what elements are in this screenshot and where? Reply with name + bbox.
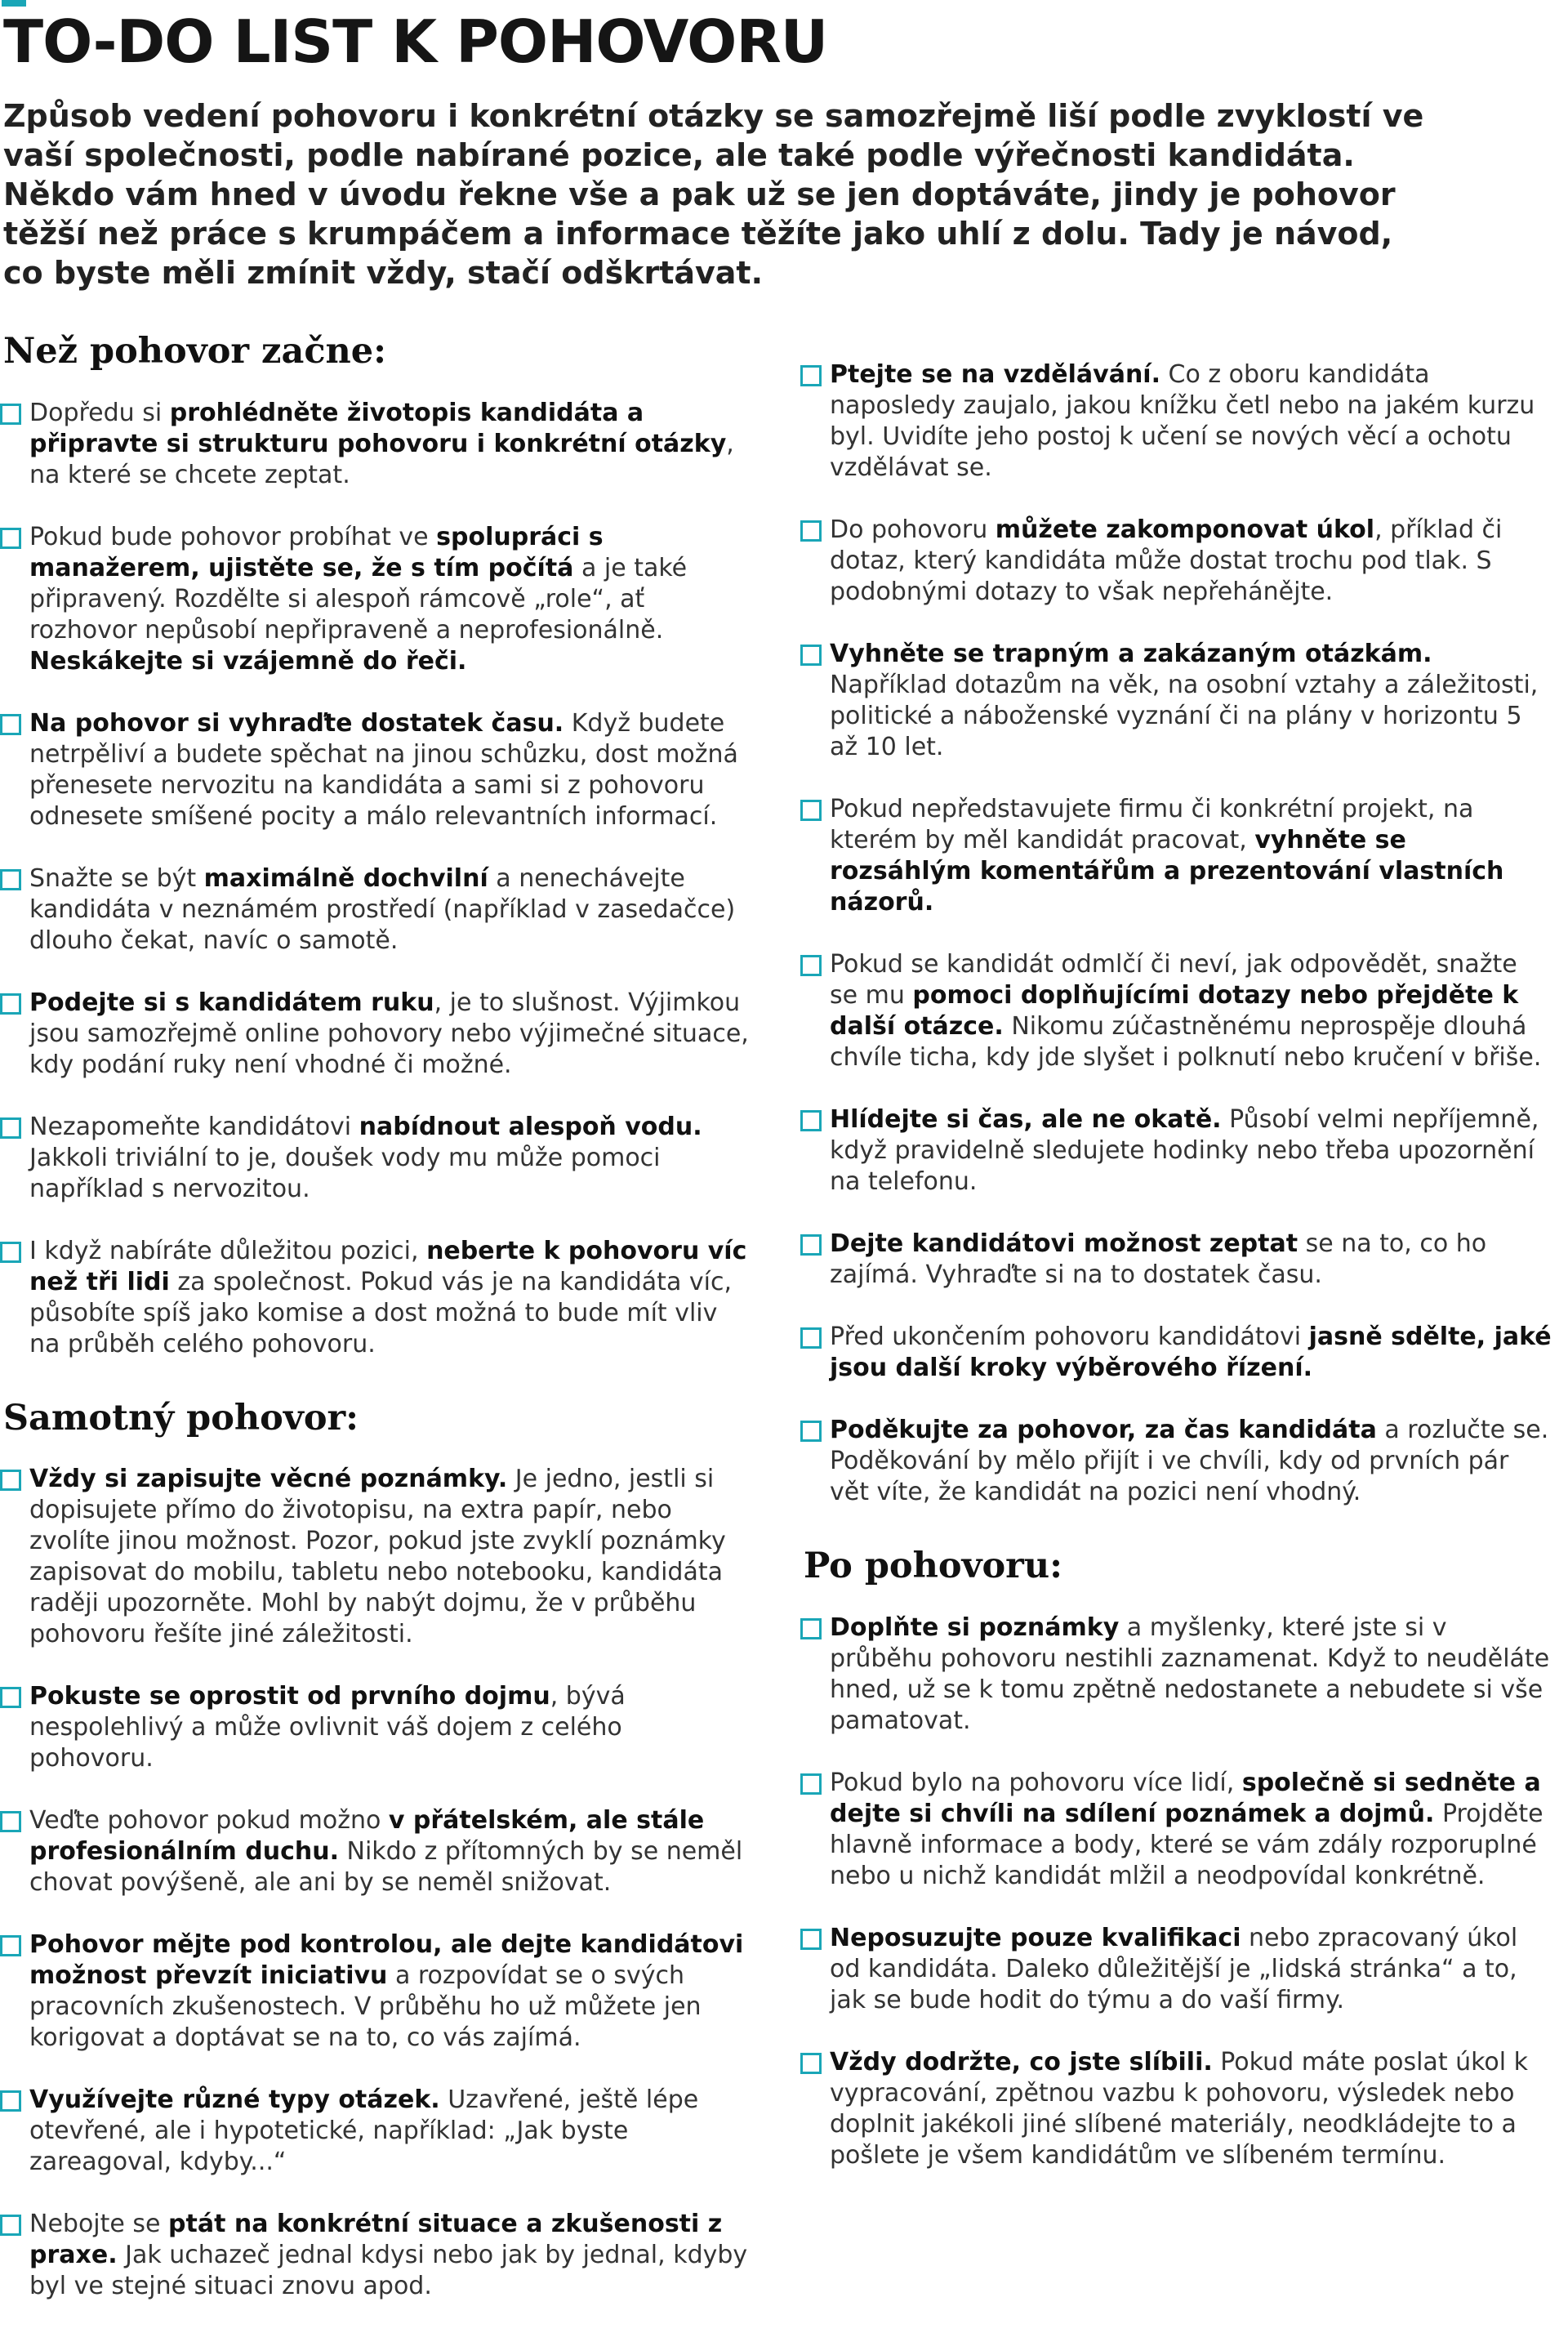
text-run: Pokud bylo na pohovoru více lidí, — [830, 1768, 1242, 1797]
section-heading-before: Než pohovor začne: — [3, 331, 386, 372]
checklist-item-text — [29, 1681, 752, 1774]
checklist-item[interactable] — [800, 949, 1560, 1073]
text-run: Projděte hlavně informace a body, které se vám zdály rozporuplné nebo u nichž kandidát mlžil a neodpovídal konkrétně. — [830, 1799, 1544, 1890]
checklist-item-text — [29, 1236, 752, 1360]
text-run: Snažte se být — [29, 863, 204, 893]
text-run: I když nabíráte důležitou pozici, — [29, 1236, 427, 1265]
text-run: Působí velmi nepříjemně, když pravidelně sledujete hodinky nebo třeba upozornění na telefonu. — [830, 1105, 1539, 1196]
checklist-item-text — [830, 639, 1552, 763]
checklist-item-text — [830, 1415, 1552, 1508]
checkbox-icon[interactable] — [0, 869, 21, 890]
checklist-item[interactable] — [800, 2047, 1560, 2171]
checklist-item-text — [830, 1613, 1552, 1737]
text-run: Když budete netrpěliví a budete spěchat na jinou schůzku, dost možná přenesete nervozitu na kandidáta a sami si z pohovoru odnesete smíšené pocity a málo relevantních informací. — [29, 708, 738, 831]
checkbox-icon[interactable] — [0, 2090, 21, 2112]
page-title: TO-DO LIST K POHOVORU — [3, 7, 828, 76]
checklist-during-right — [800, 359, 1560, 1508]
bold-text: Poděkujte za pohovor, za čas kandidáta — [830, 1416, 1377, 1444]
text-run: Před ukončením pohovoru kandidátovi — [830, 1323, 1309, 1351]
text-run: Veďte pohovor pokud možno — [29, 1806, 389, 1836]
bold-text: neberte k pohovoru víc než tři lidi — [29, 1236, 747, 1296]
bold-text: prohlédněte životopis kandidáta a připravte si strukturu pohovoru i konkrétní otázky — [29, 398, 727, 458]
checklist-item[interactable] — [0, 2209, 760, 2302]
bold-text: Na pohovor si vyhraďte dostatek času. — [29, 708, 564, 738]
checklist-item[interactable] — [0, 1112, 760, 1205]
checklist-item-text — [29, 1112, 752, 1205]
checkbox-icon[interactable] — [800, 2053, 822, 2074]
checkbox-icon[interactable] — [800, 955, 822, 976]
checkbox-icon[interactable] — [800, 1773, 822, 1795]
checklist-item-text — [29, 398, 752, 491]
text-run: se na to, co ho zajímá. Vyhraďte si na to dostatek času. — [830, 1229, 1487, 1289]
text-run: Nikdo z přítomných by se neměl chovat povýšeně, ale ani by se neměl snižovat. — [29, 1837, 743, 1898]
bold-text: jasně sdělte, jaké jsou další kroky výběrového řízení. — [830, 1323, 1552, 1382]
text-run: Uzavřené, ještě lépe otevřené, ale i hypotetické, například: „Jak byste zareagoval, kdyby...“ — [29, 2085, 699, 2177]
text-run: Nebojte se — [29, 2210, 169, 2239]
bold-text: Neskákejte si vzájemně do řeči. — [29, 646, 467, 676]
checkbox-icon[interactable] — [0, 1811, 21, 1832]
checkbox-icon[interactable] — [0, 993, 21, 1015]
checkbox-icon[interactable] — [800, 800, 822, 821]
checklist-item[interactable] — [0, 1805, 760, 1898]
checklist-item-text — [29, 1805, 752, 1898]
text-run: Co z oboru kandidáta naposledy zaujalo, jakou knížku četl nebo na jakém kurzu byl. Uvidíte jeho postoj k učení se nových věcí a ochotu vzdělávat se. — [830, 360, 1535, 482]
section-heading-after: Po pohovoru: — [804, 1546, 1062, 1586]
text-run: Nezapomeňte kandidátovi — [29, 1112, 359, 1141]
checklist-item-text — [29, 863, 752, 957]
checklist-item[interactable] — [0, 398, 760, 491]
checklist-item[interactable] — [800, 1768, 1560, 1892]
text-run: Jak uchazeč jednal kdysi nebo jak by jednal, kdyby byl ve stejné situaci znovu apod. — [29, 2241, 748, 2301]
bold-text: ptát na konkrétní situace a zkušenosti z praxe. — [29, 2210, 723, 2270]
bold-text: Vyhněte se trapným a zakázaným otázkám. — [830, 640, 1432, 668]
text-run: Jakkoli triviální to je, doušek vody mu může pomoci například s nervozitou. — [29, 1143, 661, 1203]
bold-text: nabídnout alespoň vodu. — [359, 1112, 702, 1141]
text-run: za společnost. Pokud vás je na kandidáta víc, působíte spíš jako komise a dost možná to bude mít vliv na průběh celého pohovoru. — [29, 1267, 732, 1358]
checklist-item-text — [830, 1322, 1552, 1384]
checkbox-icon[interactable] — [800, 1327, 822, 1349]
checklist-item[interactable] — [0, 2085, 760, 2178]
bold-text: vyhněte se rozsáhlým komentářům a prezentování vlastních názorů. — [830, 826, 1504, 917]
bold-text: Hlídejte si čas, ale ne okatě. — [830, 1105, 1222, 1134]
checkbox-icon[interactable] — [0, 1687, 21, 1708]
checkbox-icon[interactable] — [0, 714, 21, 735]
checklist-item[interactable] — [800, 1923, 1560, 2016]
checklist-item-text — [830, 949, 1552, 1073]
checkbox-icon[interactable] — [800, 520, 822, 542]
bold-text: Vždy si zapisujte věcné poznámky. — [29, 1465, 508, 1494]
text-run: Nikomu zúčastněnému neprospěje dlouhá chvíle ticha, kdy jde slyšet i polknutí nebo kručení v břiše. — [830, 1012, 1542, 1072]
bold-text: Dejte kandidátovi možnost zeptat — [830, 1229, 1298, 1258]
checklist-item[interactable] — [800, 639, 1560, 763]
checklist-item[interactable] — [800, 359, 1560, 484]
checkbox-icon[interactable] — [800, 1929, 822, 1950]
text-run: Například dotazům na věk, na osobní vztahy a záležitosti, politické a náboženské vyznání či na plány v horizontu 5 až 10 let. — [830, 671, 1539, 761]
checklist-item-text — [830, 2047, 1552, 2171]
text-run: Pokud se kandidát odmlčí či neví, jak odpovědět, snažte se mu — [830, 950, 1517, 1010]
text-run: Pokud nepředstavujete firmu či konkrétní projekt, na kterém by měl kandidát pracovat, — [830, 795, 1474, 854]
text-run: , příklad či dotaz, který kandidáta může dostat trochu pod tlak. S podobnými dotazy to však nepřehánějte. — [830, 515, 1503, 606]
checklist-item-text — [29, 2085, 752, 2178]
checklist-item[interactable] — [0, 988, 760, 1081]
checklist-item-text — [830, 359, 1552, 484]
checklist-item[interactable] — [800, 515, 1560, 608]
checklist-item[interactable] — [800, 1613, 1560, 1737]
checklist-item[interactable] — [800, 794, 1560, 918]
checklist-before — [0, 398, 760, 1360]
text-run: Pokud máte poslat úkol k vypracování, zpětnou vazbu k pohovoru, výsledek nebo doplnit jakékoli jiné slíbené materiály, neodkládejte to a pošlete je všem kandidátům ve slíbeném termínu. — [830, 2047, 1529, 2170]
text-run: , bývá nespolehlivý a může ovlivnit váš dojem z celého pohovoru. — [29, 1682, 626, 1773]
checkbox-icon[interactable] — [0, 2215, 21, 2236]
checklist-item-text — [29, 1464, 752, 1650]
checklist-item-text — [830, 515, 1552, 608]
checkbox-icon[interactable] — [800, 1618, 822, 1639]
checklist-item[interactable] — [0, 1681, 760, 1774]
text-run: Pokud bude pohovor probíhat ve — [29, 522, 437, 551]
checklist-item[interactable] — [0, 522, 760, 677]
checklist-item[interactable] — [800, 1322, 1560, 1384]
checklist-item[interactable] — [0, 863, 760, 957]
bold-text: maximálně dochvilní — [203, 863, 488, 893]
text-run: Do pohovoru — [830, 515, 996, 544]
left-column — [0, 331, 760, 2333]
checklist-item-text — [830, 1768, 1552, 1892]
text-run: a rozpovídat se o svých pracovních zkušenostech. V průběhu ho už můžete jen korigovat a doptávat se na to, co vás zajímá. — [29, 1961, 702, 2053]
checklist-item[interactable] — [800, 1229, 1560, 1291]
text-run: nebo zpracovaný úkol od kandidáta. Daleko důležitější je „lidská stránka“ a to, jak se bude hodit do týmu a do vaší firmy. — [830, 1923, 1518, 2014]
text-run: Dopředu si — [29, 398, 170, 427]
checklist-item-text — [830, 1104, 1552, 1198]
checklist-item[interactable] — [0, 708, 760, 832]
checklist-item[interactable] — [0, 1236, 760, 1360]
bold-text: Neposuzujte pouze kvalifikaci — [830, 1923, 1241, 1952]
bold-text: pomoci doplňujícími dotazy nebo přejděte k další otázce. — [830, 981, 1519, 1041]
checklist-item-text — [830, 1923, 1552, 2016]
checklist-item[interactable] — [0, 1929, 760, 2054]
text-run: Je jedno, jestli si dopisujete přímo do životopisu, na extra papír, nebo zvolíte jinou možnost. Pozor, pokud jste zvyklí poznámky zapisovat do mobilu, tabletu nebo notebooku, kandidáta raději upozorněte. Mohl by nabýt dojmu, že v průběhu pohovoru řešíte jiné záležitosti. — [29, 1465, 726, 1649]
checklist-item-text — [830, 1229, 1552, 1291]
checklist-item-text — [29, 2209, 752, 2302]
checkbox-icon[interactable] — [0, 1242, 21, 1263]
checklist-item-text — [29, 1929, 752, 2054]
bold-text: Podejte si s kandidátem ruku — [29, 988, 434, 1017]
text-run: , je to slušnost. Výjimkou jsou samozřejmě online pohovory nebo výjimečné situace, kdy podání ruky není vhodné či možné. — [29, 988, 749, 1079]
checkbox-icon[interactable] — [0, 1470, 21, 1491]
intro-paragraph: Způsob vedení pohovoru i konkrétní otázky se samozřejmě liší podle zvyklostí ve vaší společnosti, podle nabírané pozice, ale také podle výřečnosti kandidáta. Někdo vám hned v úvodu řekne vše a pak už se jen doptáváte, jindy je pohovor těžší než práce s krumpáčem a informace těžíte jako uhlí z dolu. Tady je návod, co byste měli zmínit vždy, stačí odškrtávat. — [3, 98, 1424, 291]
bold-text: v přátelském, ale stále profesionálním duchu. — [29, 1806, 705, 1867]
checkbox-icon[interactable] — [800, 1421, 822, 1442]
bold-text: Pokuste se oprostit od prvního dojmu — [29, 1682, 550, 1711]
text-run: a myšlenky, které jste si v průběhu pohovoru nestihli zaznamenat. Když to neuděláte hned, už se k tomu zpětně nedostanete a nebudete si vše pamatovat. — [830, 1613, 1550, 1735]
checklist-item[interactable] — [0, 1464, 760, 1650]
bold-text: společně si sedněte a dejte si chvíli na sdílení poznámek a dojmů. — [830, 1768, 1541, 1828]
checkbox-icon[interactable] — [800, 1110, 822, 1131]
right-column — [800, 359, 1560, 2202]
bold-text: Doplňte si poznámky — [830, 1613, 1120, 1642]
bold-text: Ptejte se na vzdělávání. — [830, 360, 1160, 389]
checkbox-icon[interactable] — [0, 404, 21, 425]
checkbox-icon[interactable] — [0, 1117, 21, 1139]
checklist-item-text — [29, 522, 752, 677]
checkbox-icon[interactable] — [0, 1935, 21, 1956]
checkbox-icon[interactable] — [0, 528, 21, 549]
checkbox-icon[interactable] — [800, 645, 822, 666]
checklist-item[interactable] — [800, 1104, 1560, 1198]
checkbox-icon[interactable] — [800, 365, 822, 386]
checkbox-icon[interactable] — [800, 1234, 822, 1256]
bold-text: můžete zakomponovat úkol — [995, 515, 1375, 544]
checklist-item-text — [29, 988, 752, 1081]
bold-text: Pohovor mějte pod kontrolou, ale dejte kandidátovi možnost převzít iniciativu — [29, 1930, 744, 1991]
checklist-after — [800, 1613, 1560, 2171]
accent-bar — [2, 0, 26, 7]
section-heading-during: Samotný pohovor: — [3, 1397, 359, 1439]
text-run: a je také připravený. Rozdělte si alespoň rámcově „role“, ať rozhovor nepůsobí nepřipraveně a neprofesionálně. — [29, 553, 688, 645]
bold-text: Využívejte různé typy otázek. — [29, 2085, 440, 2115]
checklist-during-left — [0, 1464, 760, 2302]
bold-text: spolupráci s manažerem, ujistěte se, že s tím počítá — [29, 522, 604, 582]
text-run: a rozlučte se. Poděkování by mělo přijít i ve chvíli, kdy od prvních pár vět víte, že kandidát na pozici není vhodný. — [830, 1416, 1549, 1506]
checklist-item-text — [29, 708, 752, 832]
checklist-item-text — [830, 794, 1552, 918]
checklist-item[interactable] — [800, 1415, 1560, 1508]
text-run: , na které se chcete zeptat. — [29, 429, 734, 489]
text-run: a nenechávejte kandidáta v neznámém prostředí (například v zasedačce) dlouho čekat, navíc o samotě. — [29, 863, 736, 955]
bold-text: Vždy dodržte, co jste slíbili. — [830, 2047, 1213, 2077]
